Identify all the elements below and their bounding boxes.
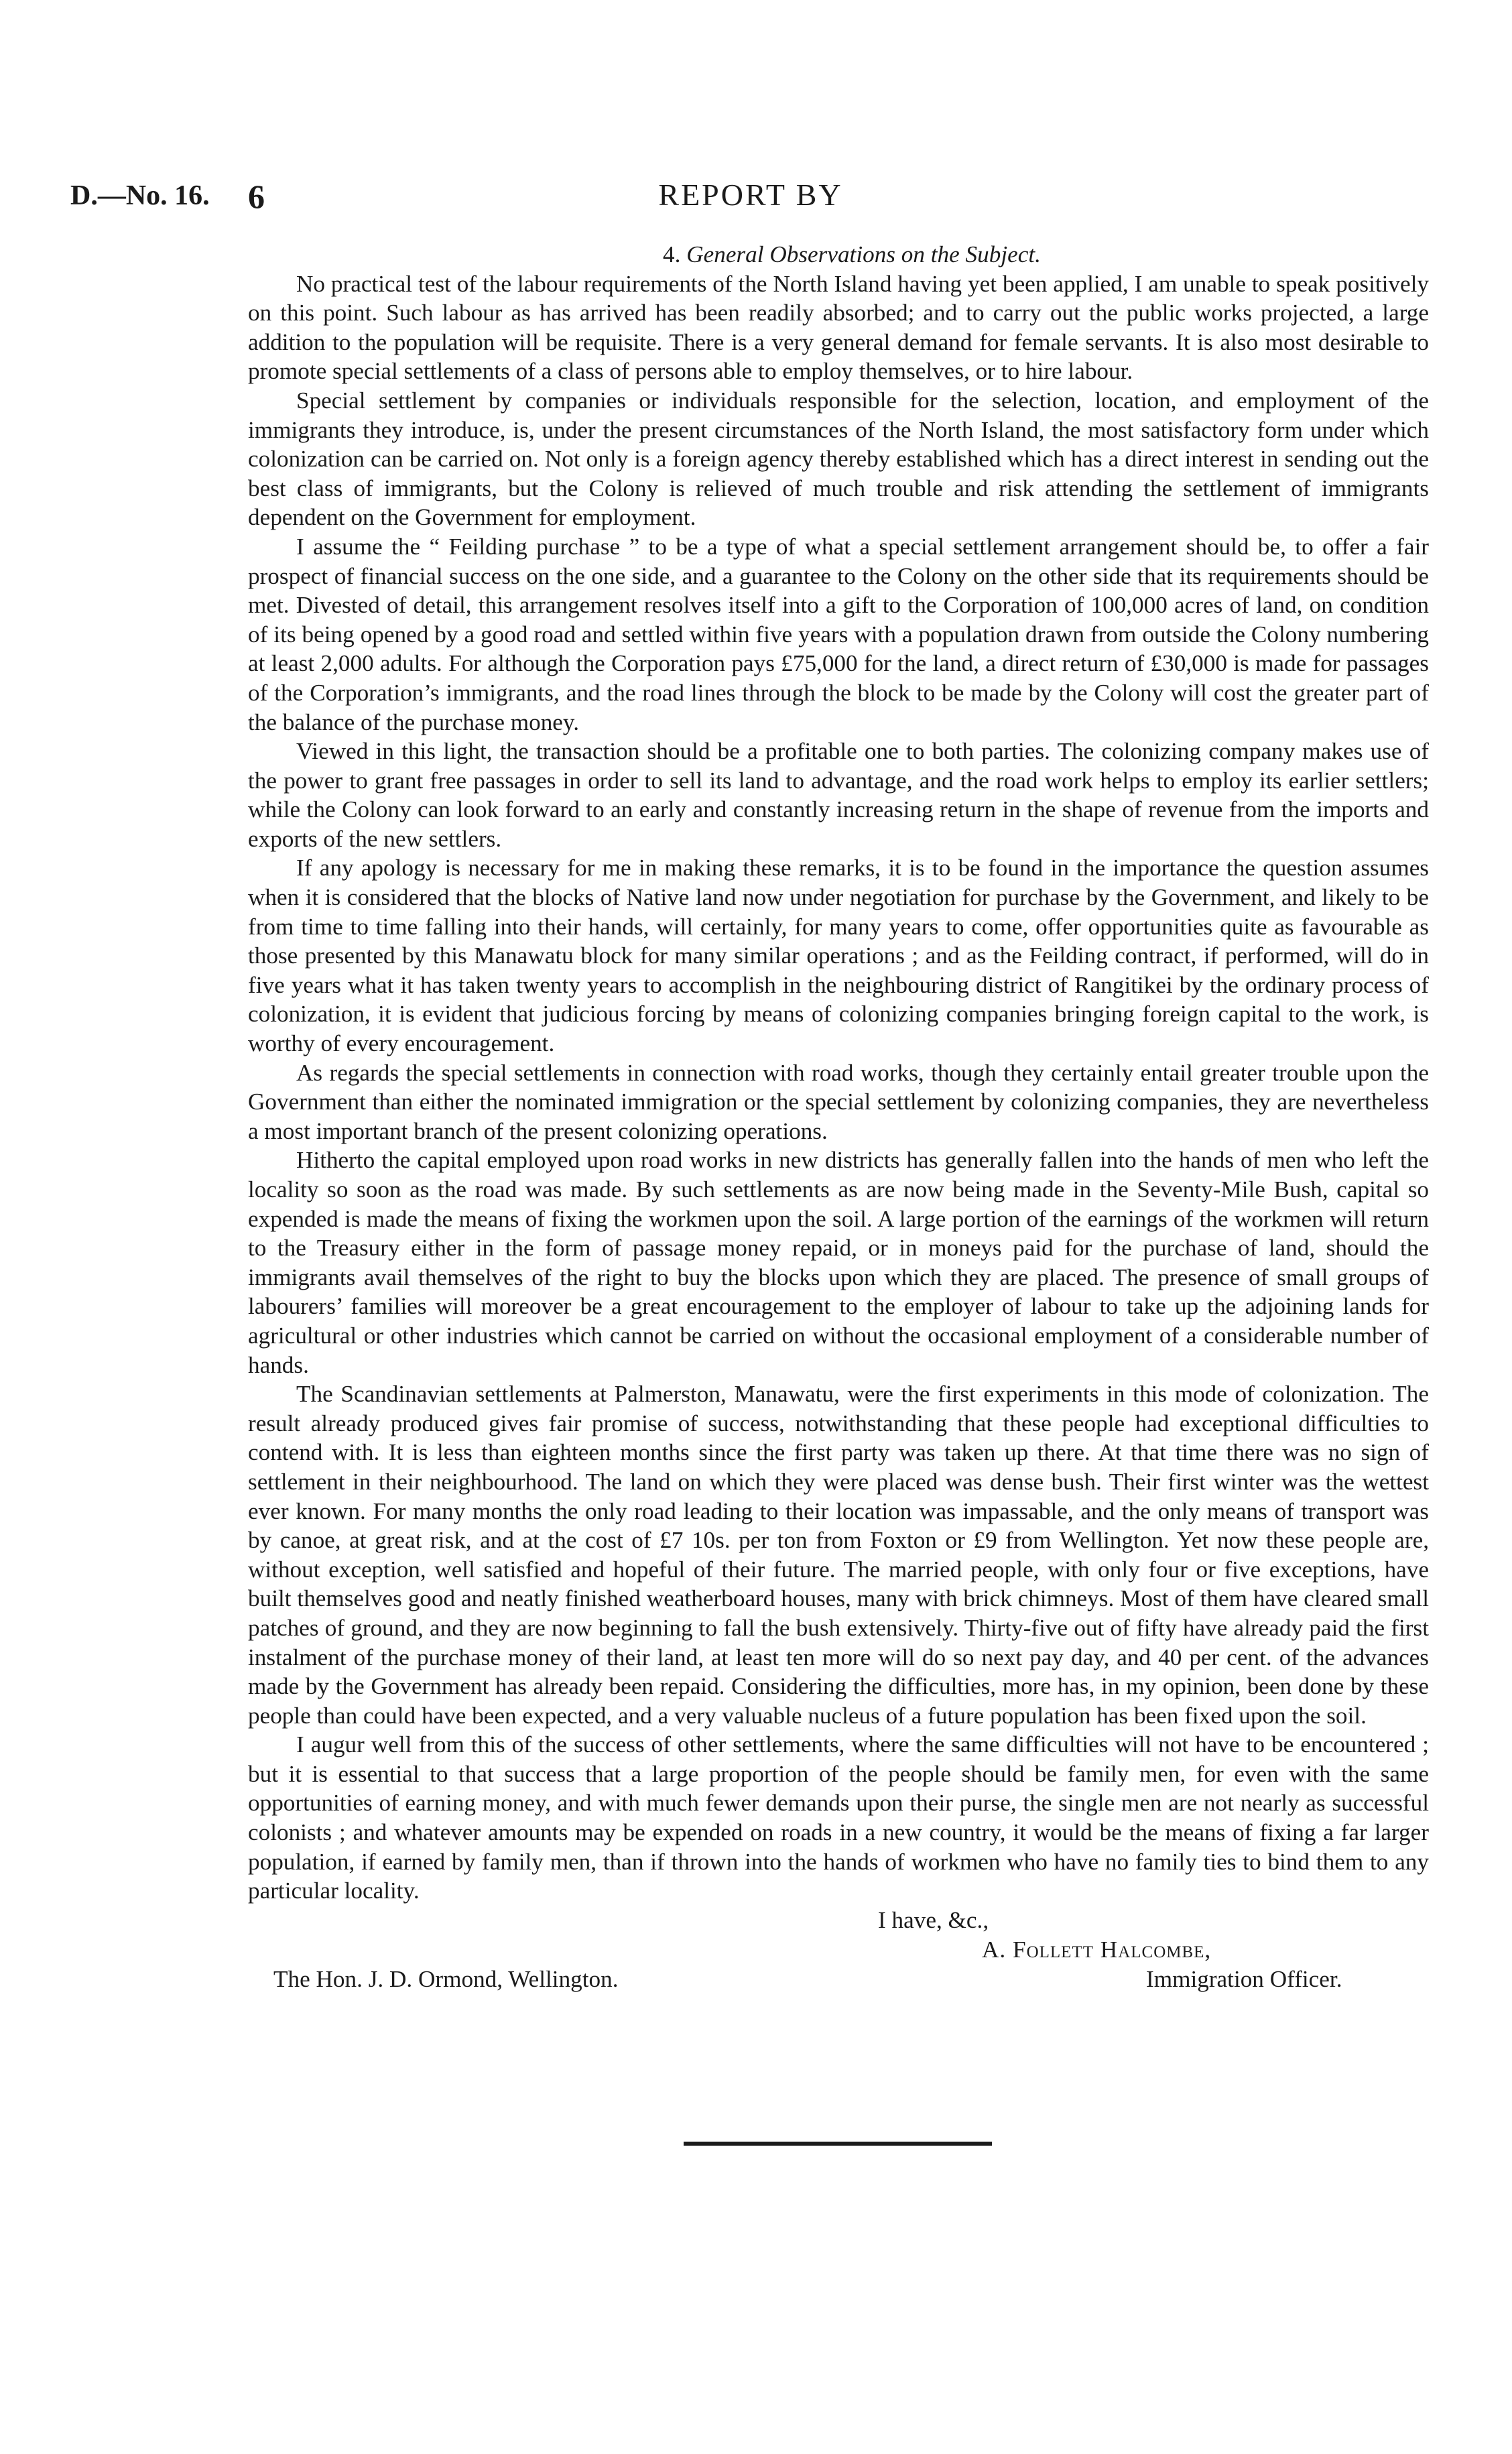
- paragraph: The Scandinavian settlements at Palmerston, Manawatu, were the first experiments in this mode of colonization. The result already produced gives fair promise of success, notwithstanding that these people had exceptional difficulties to contend with. It is less than eighteen months since the first party was taken up there. At that time there was no sign of settlement in their neighbourhood. The land on which they were placed was dense bush. Their first winter was the wettest ever known. For many months the only road leading to their location was impassable, and the only means of transport was by canoe, at great risk, and at the cost of £7 10s. per ton from Foxton or £9 from Wellington. Yet now these people are, without exception, well satisfied and hopeful of their future. The married people, with only four or five exceptions, have built themselves good and neatly finished weatherboard houses, many with brick chimneys. Most of them have cleared small patches of ground, and they are now beginning to fall the bush extensively. Thirty-five out of fifty have already paid the first instalment of the purchase money of their land, at least ten more will do so next pay day, and 40 per cent. of the advances made by the Government has already been repaid. Considering the difficulties, more has, in my opinion, been done by these people than could have been expected, and a very valuable nucleus of a future population has been fixed upon the soil.: [248, 1381, 1429, 1729]
- paragraph: I assume the “ Feilding purchase ” to be a type of what a special settlement arrangement should be, to offer a fair prospect of financial success on the one side, and a guarantee to the Colony on the other side that its requirements should be met. Divested of detail, this arrangement resolves itself into a gift to the Corporation of 100,000 acres of land, on condition of its being opened by a good road and settled within five years with a population drawn from outside the Colony numbering at least 2,000 adults. For although the Corporation pays £75,000 for the land, a direct return of £30,000 is made for passages of the Corporation’s immigrants, and the road lines through the block to be made by the Colony will cost the greater part of the balance of the purchase money.: [248, 533, 1429, 735]
- paragraph: I augur well from this of the success of other settlements, where the same difficulties will not have to be encountered ; but it is essential to that success that a large proportion of the people should be family men, for even with the same opportunities of earning money, and with much fewer demands upon their purse, the single men are not nearly as successful colonists ; and whatever amounts may be expended on roads in a new country, it would be the means of fixing a far larger population, if earned by family men, than if thrown into the hands of workmen who have no family ties to bind them to any particular locality.: [248, 1731, 1429, 1904]
- document-reference: D.—No. 16.: [70, 180, 210, 211]
- paragraph: Special settlement by companies or individuals responsible for the selection, location, and employment of the immigrants they introduce, is, under the present circumstances of the North Island, the most satisfactory form under which colonization can be carried on. Not only is a foreign agency thereby established which has a direct interest in sending out the best class of immigrants, but the Colony is relieved of much trouble and risk attending the settlement of immigrants dependent on the Government for employment.: [248, 387, 1429, 531]
- addressee: The Hon. J. D. Ormond, Wellington.: [273, 1965, 619, 1992]
- signoff-block: [248, 1906, 1429, 1996]
- signatory-name: A. Follett Halcombe,: [982, 1936, 1212, 1963]
- salutation: I have, &c.,: [878, 1906, 989, 1933]
- paragraph: Hitherto the capital employed upon road works in new districts has generally fallen into the hands of men who left the locality so soon as the road was made. By such settlements as are now being made in the Seventy-Mile Bush, capital so expended is made the means of fixing the workmen upon the soil. A large portion of the earnings of the workmen will return to the Treasury either in the form of passage money repaid, or in moneys paid for the purchase of land, should the immigrants avail themselves of the right to buy the blocks upon which they are placed. The presence of small groups of labourers’ families will moreover be a great encouragement to the employer of labour to take up the adjoining lands for agricultural or other industries which cannot be carried on without the occasional employment of a considerable number of hands.: [248, 1147, 1429, 1378]
- page-number: 6: [248, 178, 265, 215]
- closing-rule: [684, 2142, 992, 2146]
- running-title: REPORT BY: [658, 178, 843, 212]
- paragraph: If any apology is necessary for me in making these remarks, it is to be found in the importance the question assumes when it is considered that the blocks of Native land now under negotiation for purchase by the Government, and likely to be from time to time falling into their hands, will certainly, for many years to come, offer opportunities quite as favourable as those presented by this Manawatu block for many similar operations ; and as the Feilding contract, if performed, will do in five years what it has taken twenty years to accomplish in the neighbouring district of Rangitikei by the ordinary process of colonization, it is evident that judicious forcing by means of colonizing companies bringing foreign capital to the work, is worthy of every encouragement.: [248, 855, 1429, 1057]
- signatory-title: Immigration Officer.: [1146, 1965, 1342, 1992]
- section-title: General Observations on the Subject.: [686, 241, 1041, 267]
- report-body: [248, 240, 1429, 1996]
- paragraph: No practical test of the labour requirements of the North Island having yet been applied, I am unable to speak positively on this point. Such labour as has arrived has been readily absorbed; and to carry out the public works projected, a large addition to the population will be requisite. There is a very general demand for female servants. It is also most desirable to promote special settlements of a class of persons able to employ themselves, or to hire labour.: [248, 270, 1429, 385]
- section-number: 4.: [663, 241, 681, 267]
- paragraph: Viewed in this light, the transaction should be a profitable one to both parties. The colonizing company makes use of the power to grant free passages in order to sell its land to advantage, and the road work helps to employ its earlier settlers; while the Colony can look forward to an early and constantly increasing return in the shape of revenue from the imports and exports of the new settlers.: [248, 738, 1429, 852]
- section-heading: [248, 240, 1429, 269]
- page-header: [70, 180, 1431, 220]
- paragraph: As regards the special settlements in connection with road works, though they certainly entail greater trouble upon the Government than either the nominated immigration or the special settlement by colonizing companies, they are nevertheless a most important branch of the present colonizing operations.: [248, 1059, 1429, 1144]
